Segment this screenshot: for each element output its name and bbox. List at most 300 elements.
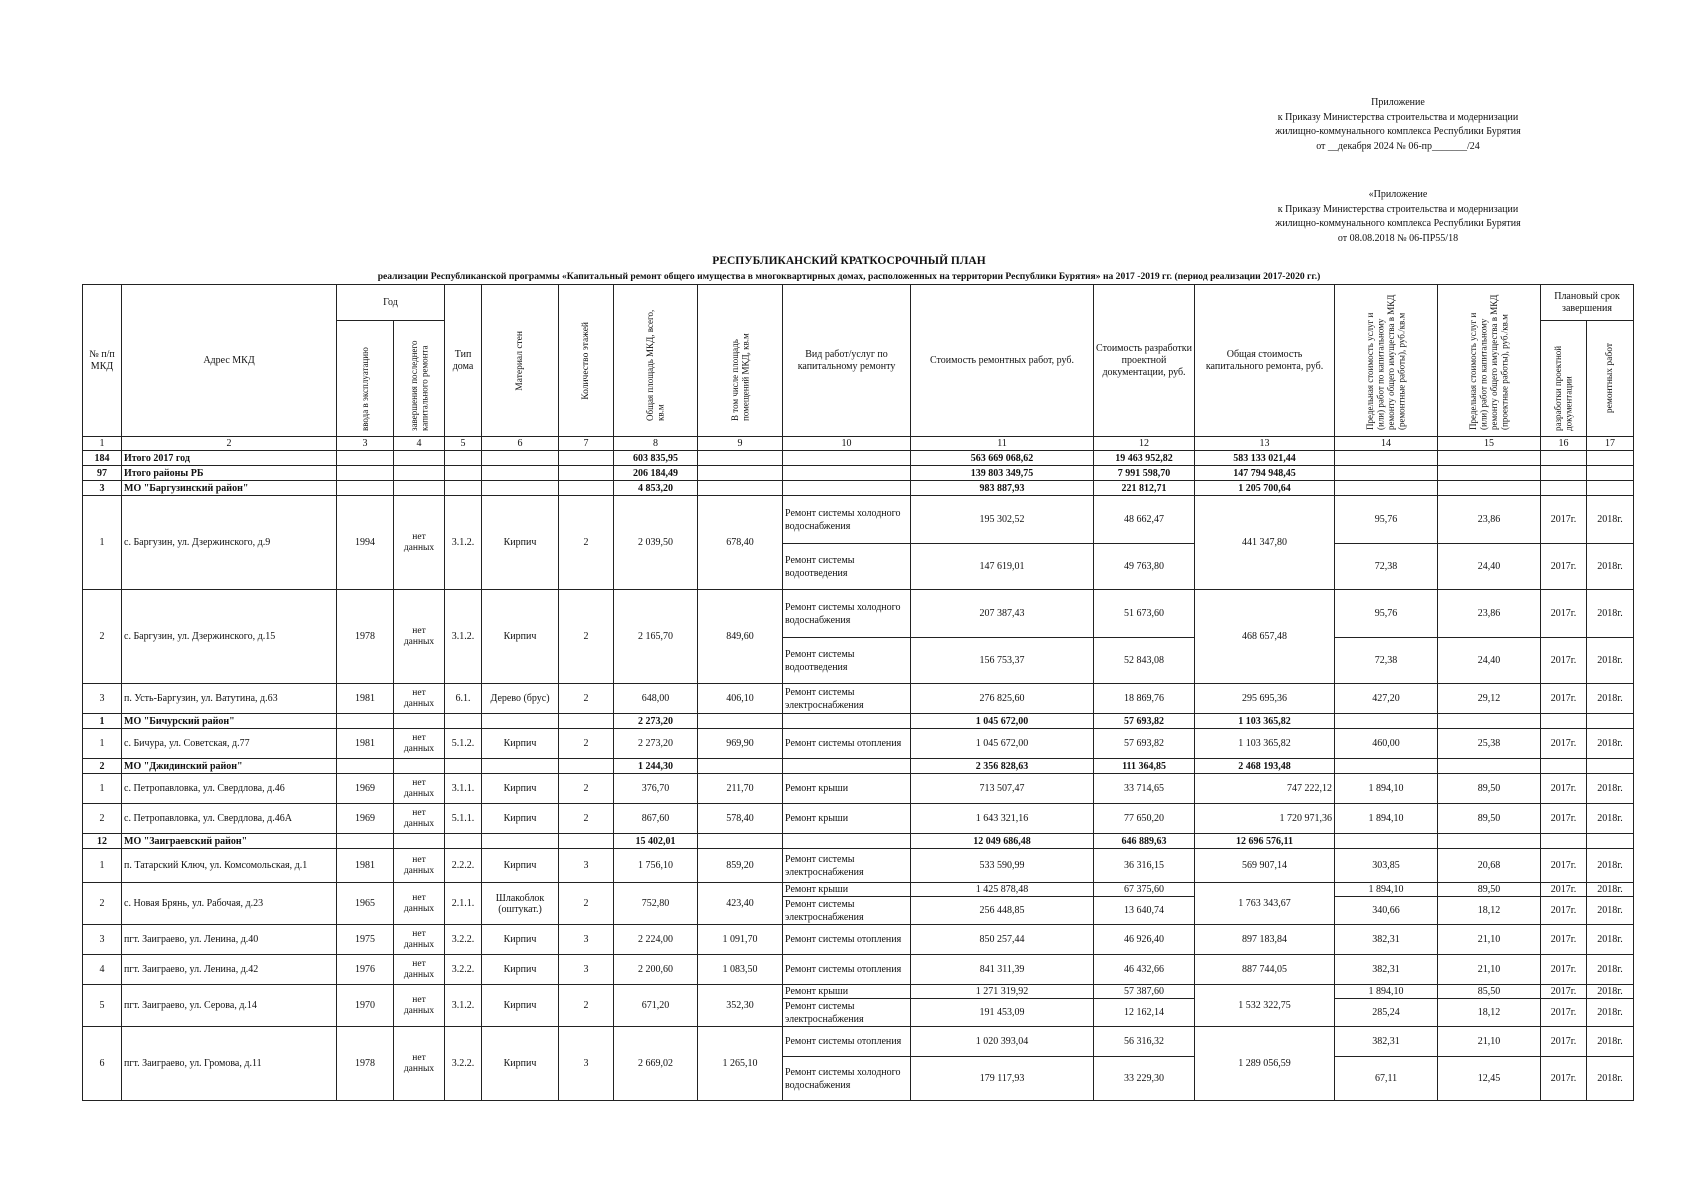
col-year-in-label: ввода в эксплуатацию [359, 346, 370, 431]
deadline-repair: 2018г. [1587, 774, 1634, 804]
deadline-repair: 2018г. [1587, 804, 1634, 834]
document-title: РЕСПУБЛИКАНСКИЙ КРАТКОСРОЧНЫЙ ПЛАН [712, 255, 986, 267]
col-limit1-header [1335, 285, 1438, 437]
last-repair-year: нет данных [394, 1027, 445, 1101]
summary-area: 1 244,30 [614, 759, 698, 774]
house-address: с. Петропавловка, ул. Свердлова, д.46А [122, 804, 337, 834]
summary-design: 7 991 598,70 [1094, 466, 1195, 481]
floors-count: 2 [559, 985, 614, 1027]
deadline-design: 2017г. [1541, 985, 1587, 999]
floors-count: 2 [559, 804, 614, 834]
summary-name: Итого 2017 год [122, 451, 337, 466]
house-number: 1 [83, 729, 122, 759]
total-area: 752,80 [614, 883, 698, 925]
annex-line: к Приказу Министерства строительства и модернизации [1277, 203, 1519, 215]
limit-design: 24,40 [1438, 638, 1541, 684]
premises-area: 211,70 [698, 774, 783, 804]
design-cost: 46 432,66 [1094, 955, 1195, 985]
summary-cost: 563 669 068,62 [911, 451, 1094, 466]
empty-cell [783, 834, 911, 849]
empty-cell [1541, 834, 1587, 849]
repair-cost: 207 387,43 [911, 590, 1094, 638]
table-row [83, 883, 1634, 897]
empty-cell [482, 714, 559, 729]
total-area: 648,00 [614, 684, 698, 714]
repair-cost: 850 257,44 [911, 925, 1094, 955]
limit-repair: 1 894,10 [1335, 883, 1438, 897]
premises-area: 423,40 [698, 883, 783, 925]
empty-cell [394, 466, 445, 481]
deadline-design: 2017г. [1541, 684, 1587, 714]
premises-area: 352,30 [698, 985, 783, 1027]
work-type: Ремонт системы водоотведения [783, 544, 911, 590]
total-cost: 1 103 365,82 [1195, 729, 1335, 759]
annex-header [1228, 96, 1568, 154]
empty-cell [394, 759, 445, 774]
empty-cell [445, 451, 482, 466]
house-number: 1 [83, 849, 122, 883]
limit-repair: 1 894,10 [1335, 804, 1438, 834]
premises-area: 849,60 [698, 590, 783, 684]
summary-total: 583 133 021,44 [1195, 451, 1335, 466]
limit-repair: 95,76 [1335, 496, 1438, 544]
design-cost: 33 229,30 [1094, 1057, 1195, 1101]
deadline-repair: 2018г. [1587, 544, 1634, 590]
table-row [83, 804, 1634, 834]
house-address: с. Бичура, ул. Советская, д.77 [122, 729, 337, 759]
empty-cell [445, 481, 482, 496]
summary-count: 1 [83, 714, 122, 729]
repair-cost: 1 425 878,48 [911, 883, 1094, 897]
summary-design: 221 812,71 [1094, 481, 1195, 496]
deadline-repair: 2018г. [1587, 638, 1634, 684]
limit-design: 29,12 [1438, 684, 1541, 714]
limit-design: 24,40 [1438, 544, 1541, 590]
col-year-header: Год [337, 285, 445, 321]
deadline-design: 2017г. [1541, 590, 1587, 638]
empty-cell [559, 759, 614, 774]
empty-cell [783, 466, 911, 481]
table-row [83, 774, 1634, 804]
col-wall-label: Материал стен [514, 330, 525, 391]
limit-design: 89,50 [1438, 883, 1541, 897]
limit-repair: 72,38 [1335, 544, 1438, 590]
annex-line: Приложение [1371, 97, 1425, 108]
design-cost: 36 316,15 [1094, 849, 1195, 883]
empty-cell [559, 714, 614, 729]
empty-cell [394, 451, 445, 466]
empty-cell [482, 834, 559, 849]
house-type: 3.2.2. [445, 925, 482, 955]
house-number: 2 [83, 804, 122, 834]
design-cost: 49 763,80 [1094, 544, 1195, 590]
empty-cell [698, 451, 783, 466]
house-address: пгт. Заиграево, ул. Ленина, д.40 [122, 925, 337, 955]
floors-count: 2 [559, 496, 614, 590]
summary-cost: 2 356 828,63 [911, 759, 1094, 774]
repair-cost: 179 117,93 [911, 1057, 1094, 1101]
summary-row [83, 481, 1634, 496]
col-area-label: Общая площадь МКД, всего, кв.м [645, 309, 666, 421]
limit-design: 89,50 [1438, 804, 1541, 834]
col-number: 3 [337, 437, 394, 451]
table-row [83, 729, 1634, 759]
house-number: 5 [83, 985, 122, 1027]
deadline-repair: 2018г. [1587, 1057, 1634, 1101]
summary-area: 206 184,49 [614, 466, 698, 481]
repair-cost: 276 825,60 [911, 684, 1094, 714]
house-type: 6.1. [445, 684, 482, 714]
summary-name: Итого районы РБ [122, 466, 337, 481]
house-address: с. Баргузин, ул. Дзержинского, д.9 [122, 496, 337, 590]
floors-count: 3 [559, 955, 614, 985]
empty-cell [337, 481, 394, 496]
deadline-design: 2017г. [1541, 638, 1587, 684]
table-row [83, 925, 1634, 955]
summary-count: 3 [83, 481, 122, 496]
col-deadline-repair-header [1587, 321, 1634, 437]
empty-cell [1335, 466, 1438, 481]
year-built: 1969 [337, 804, 394, 834]
work-type: Ремонт системы холодного водоснабжения [783, 1057, 911, 1101]
limit-repair: 1 894,10 [1335, 985, 1438, 999]
summary-row [83, 759, 1634, 774]
deadline-repair: 2018г. [1587, 496, 1634, 544]
deadline-design: 2017г. [1541, 883, 1587, 897]
last-repair-year: нет данных [394, 955, 445, 985]
house-address: пгт. Заиграево, ул. Ленина, д.42 [122, 955, 337, 985]
col-year-in-header [337, 321, 394, 437]
house-number: 1 [83, 496, 122, 590]
repair-cost: 841 311,39 [911, 955, 1094, 985]
repair-cost: 533 590,99 [911, 849, 1094, 883]
house-address: с. Новая Брянь, ул. Рабочая, д.23 [122, 883, 337, 925]
limit-repair: 67,11 [1335, 1057, 1438, 1101]
col-year-rep-label: завершения последнего капитального ремонта [408, 340, 429, 431]
empty-cell [1541, 714, 1587, 729]
summary-row [83, 451, 1634, 466]
summary-name: МО "Бичурский район" [122, 714, 337, 729]
empty-cell [337, 834, 394, 849]
empty-cell [783, 451, 911, 466]
design-cost: 56 316,32 [1094, 1027, 1195, 1057]
deadline-design: 2017г. [1541, 496, 1587, 544]
col-area-res-label: В том числе площадь помещений МКД, кв.м [729, 332, 751, 421]
empty-cell [1541, 759, 1587, 774]
annex-line: от __декабря 2024 № 06-пр_______/24 [1316, 140, 1480, 152]
limit-design: 21,10 [1438, 925, 1541, 955]
work-type: Ремонт системы холодного водоснабжения [783, 590, 911, 638]
wall-material: Кирпич [482, 849, 559, 883]
empty-cell [482, 451, 559, 466]
empty-cell [559, 834, 614, 849]
deadline-design: 2017г. [1541, 544, 1587, 590]
year-built: 1994 [337, 496, 394, 590]
table-row [83, 496, 1634, 544]
deadline-repair: 2018г. [1587, 729, 1634, 759]
design-cost: 57 693,82 [1094, 729, 1195, 759]
work-type: Ремонт системы отопления [783, 925, 911, 955]
work-type: Ремонт системы электроснабжения [783, 897, 911, 925]
floors-count: 2 [559, 684, 614, 714]
repair-cost: 1 271 319,92 [911, 985, 1094, 999]
annex-line: к Приказу Министерства строительства и модернизации [1277, 111, 1519, 123]
empty-cell [337, 451, 394, 466]
empty-cell [1438, 834, 1541, 849]
col-limit2-label: Предельная стоимость услуг и (или) работ по капитальному ремонту общего имущества в МКД (проектные работы), руб./кв.м [1468, 294, 1510, 430]
total-area: 671,20 [614, 985, 698, 1027]
last-repair-year: нет данных [394, 496, 445, 590]
table-body [83, 451, 1634, 1101]
premises-area: 859,20 [698, 849, 783, 883]
col-limit1-label: Предельная стоимость услуг и (или) работ по капитальному ремонту общего имущества в МКД (ремонтные работы), руб./кв.м [1365, 294, 1407, 430]
col-number: 4 [394, 437, 445, 451]
limit-repair: 460,00 [1335, 729, 1438, 759]
last-repair-year: нет данных [394, 804, 445, 834]
col-wall-header [482, 285, 559, 437]
summary-total: 1 205 700,64 [1195, 481, 1335, 496]
summary-area: 15 402,01 [614, 834, 698, 849]
last-repair-year: нет данных [394, 849, 445, 883]
limit-design: 12,45 [1438, 1057, 1541, 1101]
repair-cost: 191 453,09 [911, 999, 1094, 1027]
last-repair-year: нет данных [394, 925, 445, 955]
design-cost: 13 640,74 [1094, 897, 1195, 925]
empty-cell [482, 759, 559, 774]
year-built: 1978 [337, 1027, 394, 1101]
premises-area: 1 083,50 [698, 955, 783, 985]
empty-cell [445, 834, 482, 849]
summary-row [83, 466, 1634, 481]
last-repair-year: нет данных [394, 684, 445, 714]
col-number: 15 [1438, 437, 1541, 451]
design-cost: 33 714,65 [1094, 774, 1195, 804]
summary-total: 12 696 576,11 [1195, 834, 1335, 849]
summary-cost: 983 887,93 [911, 481, 1094, 496]
empty-cell [337, 466, 394, 481]
limit-repair: 427,20 [1335, 684, 1438, 714]
last-repair-year: нет данных [394, 729, 445, 759]
work-type: Ремонт крыши [783, 804, 911, 834]
total-cost: 897 183,84 [1195, 925, 1335, 955]
house-address: с. Баргузин, ул. Дзержинского, д.15 [122, 590, 337, 684]
limit-design: 18,12 [1438, 999, 1541, 1027]
empty-cell [1587, 466, 1634, 481]
summary-area: 2 273,20 [614, 714, 698, 729]
empty-cell [1438, 451, 1541, 466]
year-built: 1981 [337, 684, 394, 714]
annex-line: жилищно-коммунального комплекса Республики Бурятия [1275, 218, 1521, 229]
total-area: 1 756,10 [614, 849, 698, 883]
wall-material: Кирпич [482, 955, 559, 985]
wall-material: Кирпич [482, 925, 559, 955]
total-area: 376,70 [614, 774, 698, 804]
summary-name: МО "Заиграевский район" [122, 834, 337, 849]
col-number: 1 [83, 437, 122, 451]
total-cost: 1 763 343,67 [1195, 883, 1335, 925]
summary-design: 111 364,85 [1094, 759, 1195, 774]
col-number: 11 [911, 437, 1094, 451]
design-cost: 48 662,47 [1094, 496, 1195, 544]
house-address: п. Усть-Баргузин, ул. Ватутина, д.63 [122, 684, 337, 714]
col-limit2-header [1438, 285, 1541, 437]
floors-count: 2 [559, 774, 614, 804]
summary-count: 2 [83, 759, 122, 774]
work-type: Ремонт системы электроснабжения [783, 684, 911, 714]
total-cost: 468 657,48 [1195, 590, 1335, 684]
plan-table [82, 284, 1634, 1101]
total-cost: 295 695,36 [1195, 684, 1335, 714]
table-row [83, 955, 1634, 985]
house-number: 3 [83, 925, 122, 955]
limit-design: 18,12 [1438, 897, 1541, 925]
table-row [83, 985, 1634, 999]
empty-cell [1335, 481, 1438, 496]
empty-cell [1541, 451, 1587, 466]
wall-material: Кирпич [482, 1027, 559, 1101]
design-cost: 52 843,08 [1094, 638, 1195, 684]
work-type: Ремонт системы водоотведения [783, 638, 911, 684]
annex-line: «Приложение [1368, 189, 1428, 200]
house-number: 6 [83, 1027, 122, 1101]
deadline-repair: 2018г. [1587, 883, 1634, 897]
repair-cost: 1 643 321,16 [911, 804, 1094, 834]
table-row [83, 849, 1634, 883]
last-repair-year: нет данных [394, 985, 445, 1027]
empty-cell [1587, 714, 1634, 729]
annex-line: от 08.08.2018 № 06-ПР55/18 [1337, 232, 1459, 244]
document-subtitle: реализации Республиканской программы «Капитальный ремонт общего имущества в многоквартирных домах, расположенных на территории Республики Бурятия» на 2017 -2019 гг. (период реализации 2017-2020 гг.) [377, 271, 1321, 282]
table-row [83, 590, 1634, 638]
year-built: 1981 [337, 849, 394, 883]
empty-cell [1438, 481, 1541, 496]
work-type: Ремонт системы холодного водоснабжения [783, 496, 911, 544]
col-number: 6 [482, 437, 559, 451]
last-repair-year: нет данных [394, 883, 445, 925]
col-deadline-header: Плановый срок завершения [1541, 285, 1634, 321]
total-area: 2 200,60 [614, 955, 698, 985]
deadline-design: 2017г. [1541, 729, 1587, 759]
deadline-repair: 2018г. [1587, 999, 1634, 1027]
limit-repair: 382,31 [1335, 1027, 1438, 1057]
floors-count: 3 [559, 925, 614, 955]
house-address: пгт. Заиграево, ул. Громова, д.11 [122, 1027, 337, 1101]
house-type: 5.1.1. [445, 804, 482, 834]
deadline-repair: 2018г. [1587, 684, 1634, 714]
house-address: с. Петропавловка, ул. Свердлова, д.46 [122, 774, 337, 804]
deadline-design: 2017г. [1541, 1057, 1587, 1101]
limit-repair: 382,31 [1335, 955, 1438, 985]
limit-repair: 303,85 [1335, 849, 1438, 883]
empty-cell [1541, 466, 1587, 481]
empty-cell [1587, 481, 1634, 496]
house-number: 4 [83, 955, 122, 985]
year-built: 1969 [337, 774, 394, 804]
total-cost: 887 744,05 [1195, 955, 1335, 985]
col-number: 7 [559, 437, 614, 451]
house-type: 3.1.2. [445, 985, 482, 1027]
premises-area: 1 265,10 [698, 1027, 783, 1101]
table-header [83, 285, 1634, 451]
year-built: 1978 [337, 590, 394, 684]
total-cost: 1 532 322,75 [1195, 985, 1335, 1027]
col-num-header: № п/п МКД [83, 285, 122, 437]
floors-count: 2 [559, 590, 614, 684]
limit-design: 20,68 [1438, 849, 1541, 883]
summary-design: 646 889,63 [1094, 834, 1195, 849]
empty-cell [1587, 451, 1634, 466]
total-area: 2 039,50 [614, 496, 698, 590]
empty-cell [1438, 759, 1541, 774]
summary-design: 57 693,82 [1094, 714, 1195, 729]
year-built: 1965 [337, 883, 394, 925]
col-number: 8 [614, 437, 698, 451]
empty-cell [698, 481, 783, 496]
summary-count: 12 [83, 834, 122, 849]
empty-cell [445, 759, 482, 774]
premises-area: 406,10 [698, 684, 783, 714]
repair-cost: 156 753,37 [911, 638, 1094, 684]
deadline-design: 2017г. [1541, 955, 1587, 985]
col-year-rep-header [394, 321, 445, 437]
empty-cell [1587, 759, 1634, 774]
summary-area: 4 853,20 [614, 481, 698, 496]
house-type: 3.1.2. [445, 496, 482, 590]
empty-cell [1335, 714, 1438, 729]
deadline-repair: 2018г. [1587, 849, 1634, 883]
empty-cell [698, 714, 783, 729]
summary-count: 184 [83, 451, 122, 466]
col-deadline-design-label: разработки проектной документации [1553, 345, 1574, 431]
deadline-repair: 2018г. [1587, 925, 1634, 955]
col-number: 9 [698, 437, 783, 451]
last-repair-year: нет данных [394, 774, 445, 804]
deadline-design: 2017г. [1541, 849, 1587, 883]
empty-cell [698, 834, 783, 849]
limit-design: 85,50 [1438, 985, 1541, 999]
col-number: 14 [1335, 437, 1438, 451]
premises-area: 1 091,70 [698, 925, 783, 955]
floors-count: 3 [559, 849, 614, 883]
annex-line: жилищно-коммунального комплекса Республики Бурятия [1275, 126, 1521, 137]
house-type: 3.2.2. [445, 1027, 482, 1101]
floors-count: 2 [559, 729, 614, 759]
annex-header-original [1228, 188, 1568, 246]
deadline-design: 2017г. [1541, 897, 1587, 925]
empty-cell [394, 714, 445, 729]
col-address-header: Адрес МКД [122, 285, 337, 437]
design-cost: 18 869,76 [1094, 684, 1195, 714]
house-type: 3.1.1. [445, 774, 482, 804]
empty-cell [698, 466, 783, 481]
summary-design: 19 463 952,82 [1094, 451, 1195, 466]
wall-material: Кирпич [482, 774, 559, 804]
empty-cell [1335, 451, 1438, 466]
limit-repair: 340,66 [1335, 897, 1438, 925]
deadline-design: 2017г. [1541, 999, 1587, 1027]
house-address: п. Татарский Ключ, ул. Комсомольская, д.1 [122, 849, 337, 883]
summary-total: 1 103 365,82 [1195, 714, 1335, 729]
empty-cell [1438, 466, 1541, 481]
col-total-header: Общая стоимость капитального ремонта, руб. [1195, 285, 1335, 437]
total-area: 2 224,00 [614, 925, 698, 955]
empty-cell [559, 481, 614, 496]
empty-cell [698, 759, 783, 774]
total-cost: 1 289 056,59 [1195, 1027, 1335, 1101]
premises-area: 578,40 [698, 804, 783, 834]
empty-cell [445, 714, 482, 729]
work-type: Ремонт системы отопления [783, 729, 911, 759]
